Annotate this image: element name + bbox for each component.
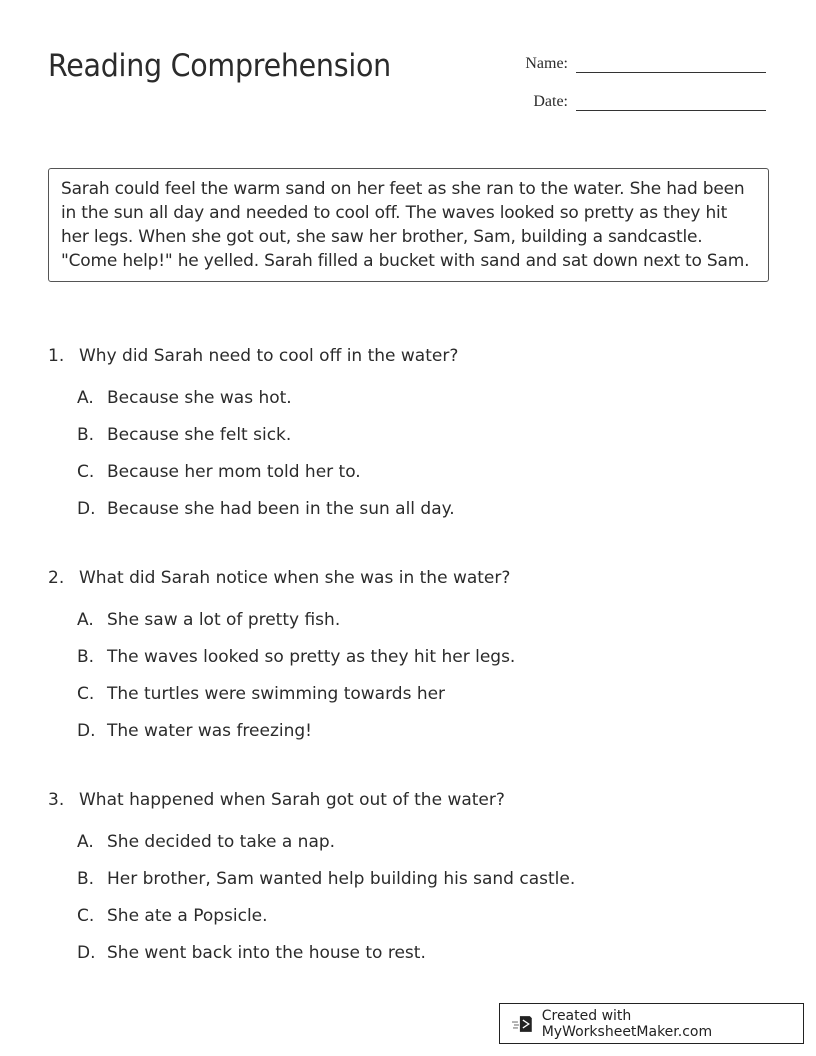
worksheet-maker-logo-icon <box>512 1014 536 1034</box>
name-label: Name: <box>525 55 568 72</box>
answer-option-b[interactable] <box>77 425 458 462</box>
answer-options <box>77 832 575 980</box>
question-text: What happened when Sarah got out of the water? <box>79 790 505 810</box>
option-letter: C. <box>77 684 95 704</box>
answer-option-a[interactable] <box>77 832 575 869</box>
option-letter: A. <box>77 832 94 852</box>
option-letter: C. <box>77 906 95 926</box>
answer-options <box>77 610 515 758</box>
question-1 <box>48 346 458 536</box>
footer-text: Created with MyWorksheetMaker.com <box>541 1007 713 1040</box>
option-text: She decided to take a nap. <box>107 832 336 852</box>
option-text: Because she felt sick. <box>107 425 292 445</box>
name-field-row <box>508 54 766 73</box>
question-2 <box>48 568 515 758</box>
option-letter: A. <box>77 610 94 630</box>
question-3 <box>48 790 575 980</box>
option-text: She went back into the house to rest. <box>107 943 426 963</box>
answer-option-a[interactable] <box>77 610 515 647</box>
answer-option-c[interactable] <box>77 906 575 943</box>
page-title: Reading Comprehension <box>48 48 391 84</box>
question-text: What did Sarah notice when she was in the water? <box>79 568 511 588</box>
answer-option-d[interactable] <box>77 721 515 758</box>
option-text: Her brother, Sam wanted help building his sand castle. <box>107 869 576 889</box>
question-text: Why did Sarah need to cool off in the water? <box>79 346 459 366</box>
question-number: 1. <box>48 346 65 366</box>
option-text: Because she had been in the sun all day. <box>107 499 455 519</box>
question-number: 3. <box>48 790 65 810</box>
reading-passage: Sarah could feel the warm sand on her feet as she ran to the water. She had been in the sun all day and needed to cool off. The waves looked so pretty as they hit her legs. When she got out, she saw her brother, Sam, building a sandcastle. "Come help!" he yelled. Sarah filled a bucket with sand and sat down next to Sam. <box>48 168 769 282</box>
option-letter: B. <box>77 425 95 445</box>
answer-option-d[interactable] <box>77 943 575 980</box>
answer-option-c[interactable] <box>77 462 458 499</box>
option-text: Because her mom told her to. <box>107 462 361 482</box>
option-text: She ate a Popsicle. <box>107 906 268 926</box>
option-text: Because she was hot. <box>107 388 292 408</box>
answer-option-a[interactable] <box>77 388 458 425</box>
option-letter: D. <box>77 721 96 741</box>
footer-credit[interactable] <box>499 1003 804 1044</box>
option-text: The turtles were swimming towards her <box>107 684 446 704</box>
answer-options <box>77 388 458 536</box>
date-field-row <box>508 92 766 111</box>
option-letter: A. <box>77 388 94 408</box>
option-text: The waves looked so pretty as they hit her legs. <box>107 647 516 667</box>
option-text: She saw a lot of pretty fish. <box>107 610 341 630</box>
name-field[interactable] <box>576 54 766 73</box>
answer-option-c[interactable] <box>77 684 515 721</box>
answer-option-b[interactable] <box>77 869 575 906</box>
date-field[interactable] <box>576 92 766 111</box>
option-letter: D. <box>77 499 96 519</box>
answer-option-d[interactable] <box>77 499 458 536</box>
question-number: 2. <box>48 568 65 588</box>
option-letter: D. <box>77 943 96 963</box>
answer-option-b[interactable] <box>77 647 515 684</box>
option-letter: B. <box>77 647 95 667</box>
option-letter: B. <box>77 869 95 889</box>
option-letter: C. <box>77 462 95 482</box>
date-label: Date: <box>533 93 568 110</box>
option-text: The water was freezing! <box>107 721 312 741</box>
